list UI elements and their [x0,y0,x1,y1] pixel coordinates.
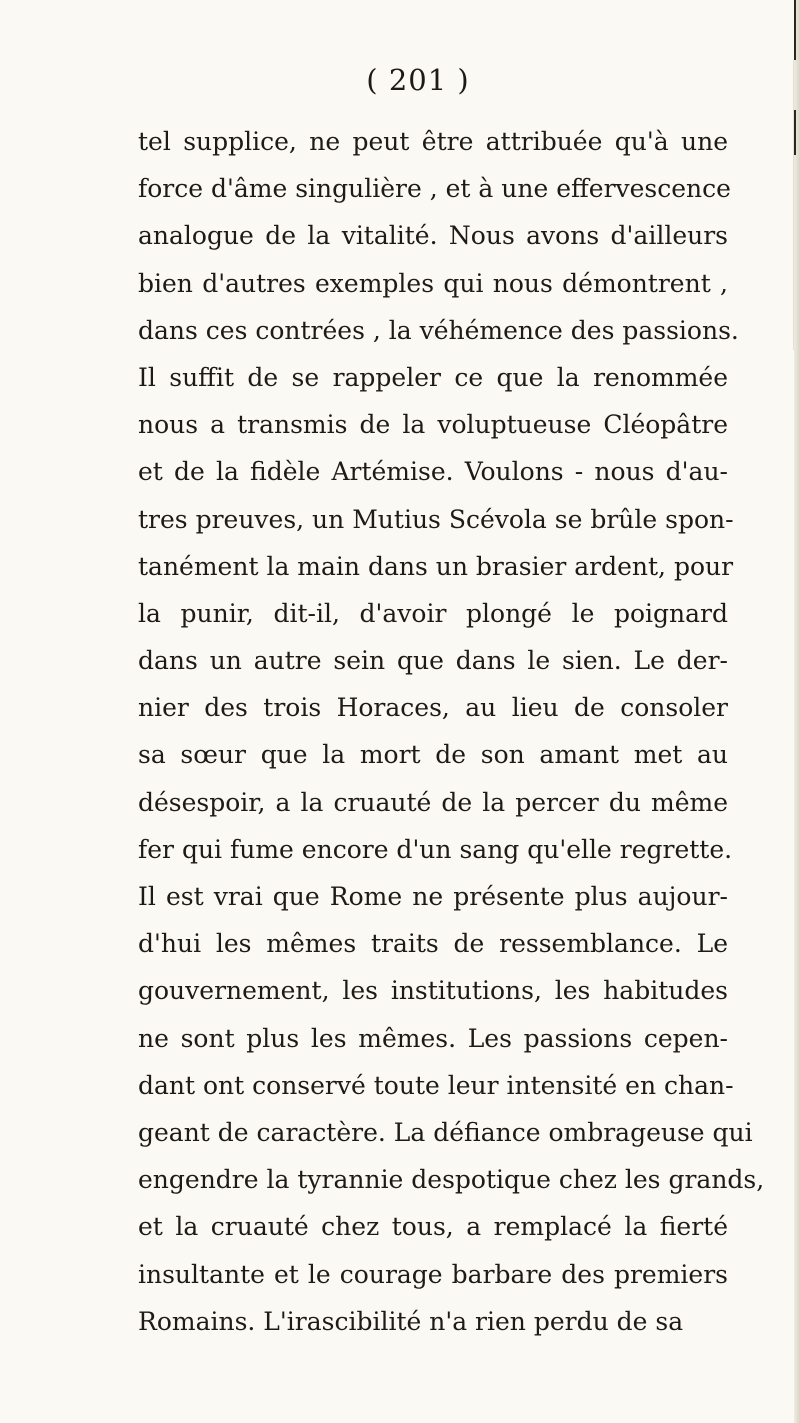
text-line: dant ont conservé toute leur intensité en chan- [138,1070,734,1100]
text-line: d'hui les mêmes traits de ressemblance. Le [138,929,728,959]
text-line: tanément la main dans un brasier ardent, pour [138,551,734,581]
text-line: dans un autre sein que dans le sien. Le der- [138,646,728,676]
text-line: sa sœur que la mort de son amant met au [138,740,728,770]
text-line: tres preuves, un Mutius Scévola se brûle spon- [138,504,734,534]
text-line: Il est vrai que Rome ne présente plus aujour- [138,882,728,911]
text-line: nous a transmis de la voluptueuse Cléopâtre [138,410,728,440]
text-line: dans ces contrées , la véhémence des passions. [138,315,739,345]
text-line: Romains. L'irascibilité n'a rien perdu de sa [138,1306,684,1336]
text-line: analogue de la vitalité. Nous avons d'ailleurs [138,221,728,251]
page-number: ( 201 ) [366,63,470,97]
page-edge-mark [794,0,796,60]
page-edge-mark [794,110,796,155]
text-line: ne sont plus les mêmes. Les passions cepen- [138,1023,728,1053]
text-line: Il suffit de se rappeler ce que la renommée [138,362,728,392]
text-line: fer qui fume encore d'un sang qu'elle regrette. [138,834,733,864]
page-edge-shadow [763,60,794,350]
text-line: et de la fidèle Artémise. Voulons - nous d'au- [138,457,728,487]
text-line: désespoir, a la cruauté de la percer du même [138,787,728,817]
text-line: insultante et le courage barbare des premiers [138,1259,728,1289]
text-line: la punir, dit-il, d'avoir plongé le poignard [138,598,728,628]
text-line: bien d'autres exemples qui nous démontrent , [138,268,728,298]
text-line: gouvernement, les institutions, les habitudes [138,976,728,1006]
page-edge [794,0,800,1423]
text-line: engendre la tyrannie despotique chez les grands, [138,1165,765,1195]
text-line: et la cruauté chez tous, a remplacé la fierté [138,1212,728,1242]
text-line: nier des trois Horaces, au lieu de consoler [138,693,728,723]
text-line: tel supplice, ne peut être attribuée qu'à une [138,127,728,156]
text-line: geant de caractère. La défiance ombrageuse qui [138,1117,753,1147]
body-text [138,118,765,1345]
text-line: force d'âme singulière , et à une effervescence [138,174,731,204]
